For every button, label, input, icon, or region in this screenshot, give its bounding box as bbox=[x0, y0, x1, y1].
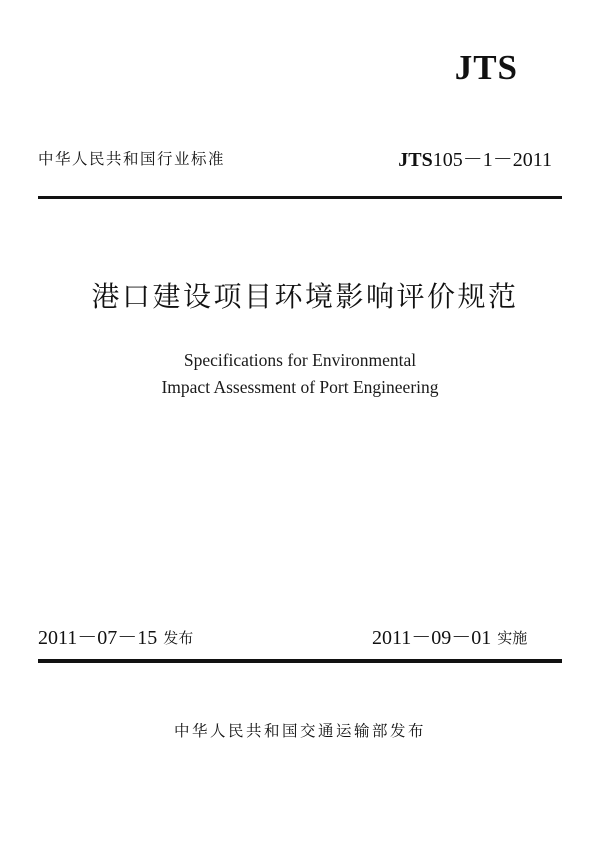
document-title-english-line1: Specifications for Environmental bbox=[183, 350, 417, 370]
standard-code-number: 105－1－2011 bbox=[432, 149, 552, 171]
document-title-english-line2: Impact Assessment of Port Engineering bbox=[161, 377, 439, 397]
issuing-authority: 中华人民共和国交通运输部发布 bbox=[173, 722, 426, 740]
standard-logo: JTS bbox=[454, 48, 518, 87]
document-title-chinese: 港口建设项目环境影响评价规范 bbox=[91, 280, 519, 313]
standard-code-prefix: JTS bbox=[398, 149, 433, 171]
effective-date-label: 实施 bbox=[497, 629, 528, 647]
issue-date-label: 发布 bbox=[163, 629, 194, 647]
issue-date bbox=[38, 628, 193, 648]
issue-date-value: 2011－07－15 bbox=[38, 627, 158, 649]
effective-date bbox=[372, 628, 527, 648]
standard-category: 中华人民共和国行业标准 bbox=[38, 150, 226, 168]
footer-divider bbox=[38, 659, 562, 663]
effective-date-value: 2011－09－01 bbox=[372, 627, 492, 649]
standard-code bbox=[398, 150, 552, 170]
header-divider bbox=[38, 196, 562, 199]
